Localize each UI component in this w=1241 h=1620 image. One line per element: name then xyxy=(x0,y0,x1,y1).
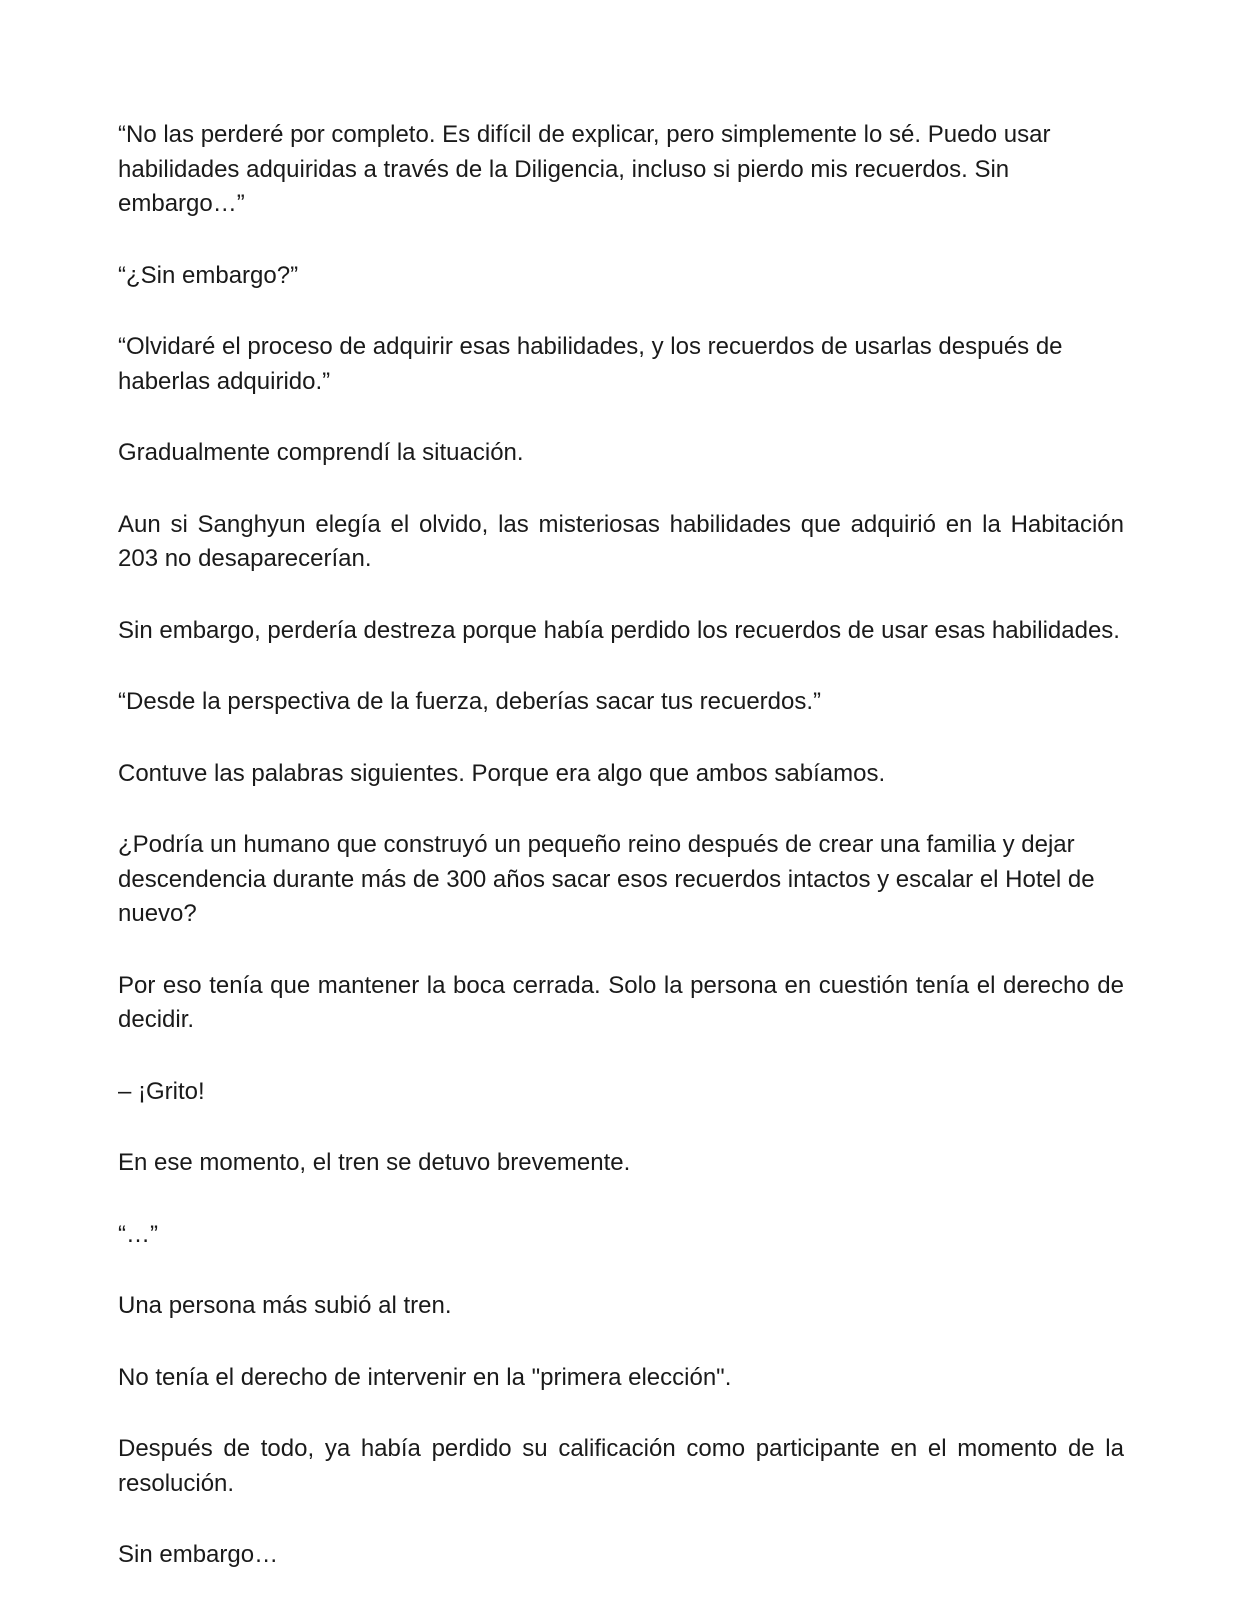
paragraph-4: Gradualmente comprendí la situación. xyxy=(118,439,524,466)
paragraph-1: “No las perderé por completo. Es difícil de explicar, pero simplemente lo sé. Puedo usar habilidades adquiridas a través de la Diligencia, incluso si pierdo mis recuerdos. Sin embargo…” xyxy=(118,121,1051,217)
paragraph-5: Aun si Sanghyun elegía el olvido, las misteriosas habilidades que adquirió en la Habitación 203 no desaparecerían. xyxy=(118,510,1124,572)
paragraph-11: – ¡Grito! xyxy=(118,1077,205,1105)
paragraph-16: Después de todo, ya había perdido su calificación como participante en el momento de la resolución. xyxy=(118,1435,1124,1497)
paragraph-12: En ese momento, el tren se detuvo brevemente. xyxy=(118,1149,631,1176)
paragraph-14: Una persona más subió al tren. xyxy=(118,1292,452,1319)
paragraph-13: “…” xyxy=(118,1220,158,1248)
paragraph-10: Por eso tenía que mantener la boca cerrada. Solo la persona en cuestión tenía el derecho de decidir. xyxy=(118,971,1124,1033)
paragraph-7: “Desde la perspectiva de la fuerza, deberías sacar tus recuerdos.” xyxy=(118,688,822,715)
paragraph-8: Contuve las palabras siguientes. Porque era algo que ambos sabíamos. xyxy=(118,759,886,787)
paragraph-6: Sin embargo, perdería destreza porque había perdido los recuerdos de usar esas habilidades. xyxy=(118,616,1120,644)
paragraph-15: No tenía el derecho de intervenir en la "primera elección". xyxy=(118,1363,732,1391)
paragraph-17: Sin embargo… xyxy=(118,1541,279,1568)
paragraph-3: “Olvidaré el proceso de adquirir esas habilidades, y los recuerdos de usarlas después de haberlas adquirido.” xyxy=(118,333,1063,395)
paragraph-2: “¿Sin embargo?” xyxy=(118,261,299,289)
document-page xyxy=(118,118,1124,1610)
paragraph-9: ¿Podría un humano que construyó un pequeño reino después de crear una familia y dejar descendencia durante más de 300 años sacar esos recuerdos intactos y escalar el Hotel de nuevo? xyxy=(118,831,1095,927)
